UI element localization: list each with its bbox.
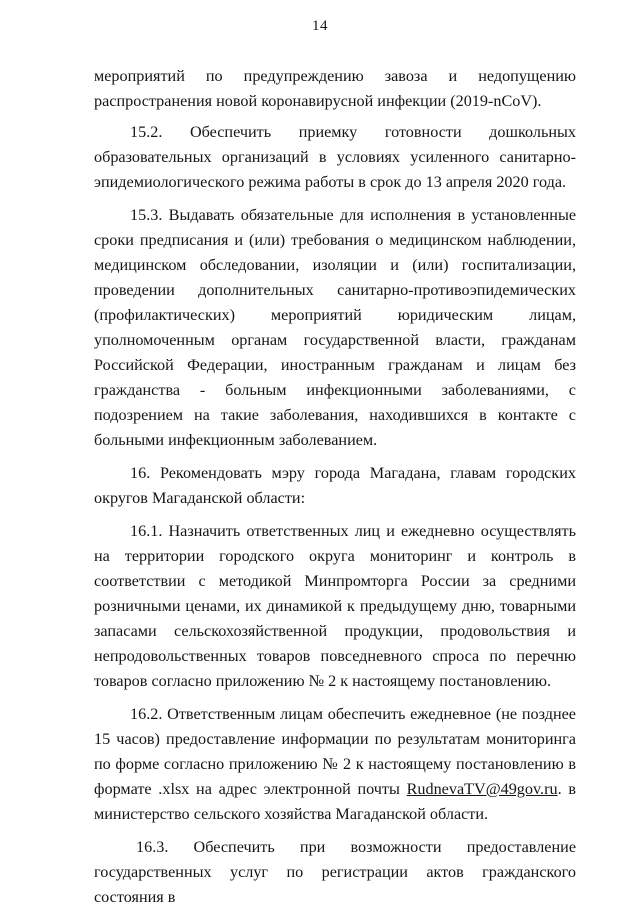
paragraph-15-2: 15.2. Обеспечить приемку готовности дошкольных образовательных организаций в условиях усиленного санитарно-эпидемиологического режима работы в срок до 13 апреля 2020 года. — [94, 123, 576, 191]
paragraph-16-2 — [94, 702, 576, 827]
paragraph-15-3: 15.3. Выдавать обязательные для исполнения в установленные сроки предписания и (или) требования о медицинском наблюдении, медицинском обследовании, изоляции и (или) госпитализации, проведении дополнительных санитарно-противоэпидемических (профилактических) мероприятий юридическим лицам, уполномоченным органам государственной власти, гражданам Российской Федерации, иностранным гражданам и лицам без гражданства - больным инфекционными заболеваниями, с подозрением на такие заболевания, находившихся в контакте с больными инфекционным заболеванием. — [94, 206, 576, 449]
paragraph-continuation: мероприятий по предупреждению завоза и недопущению распространения новой коронавирусной инфекции (2019-nCoV). — [94, 67, 576, 110]
document-body — [94, 64, 576, 918]
email-link[interactable]: RudnevaTV@49gov.ru — [406, 780, 558, 798]
paragraph-16-3: 16.3. Обеспечить при возможности предоставление государственных услуг по регистрации актов гражданского состояния в — [94, 838, 576, 906]
paragraph-16-2-text: 16.2. Ответственным лицам обеспечить ежедневное (не позднее 15 часов) предоставление информации по результатам мониторинга по форме согласно приложению № 2 к настоящему постановлению в формате .xlsx на адрес электронной почты — [94, 705, 576, 798]
paragraph-16: 16. Рекомендовать мэру города Магадана, главам городских округов Магаданской области: — [94, 464, 576, 507]
page-number: 14 — [312, 18, 328, 34]
paragraph-16-2-tail: . в министерство сельского хозяйства Магаданской области. — [94, 780, 576, 823]
paragraph-16-1: 16.1. Назначить ответственных лиц и ежедневно осуществлять на территории городского округа мониторинг и контроль в соответствии с методикой Минпромторга России за средними розничными ценами, их динамикой к предыдущему дню, товарными запасами сельскохозяйственной продукции, продовольствия и непродовольственных товаров повседневного спроса по перечню товаров согласно приложению № 2 к настоящему постановлению. — [94, 522, 576, 690]
